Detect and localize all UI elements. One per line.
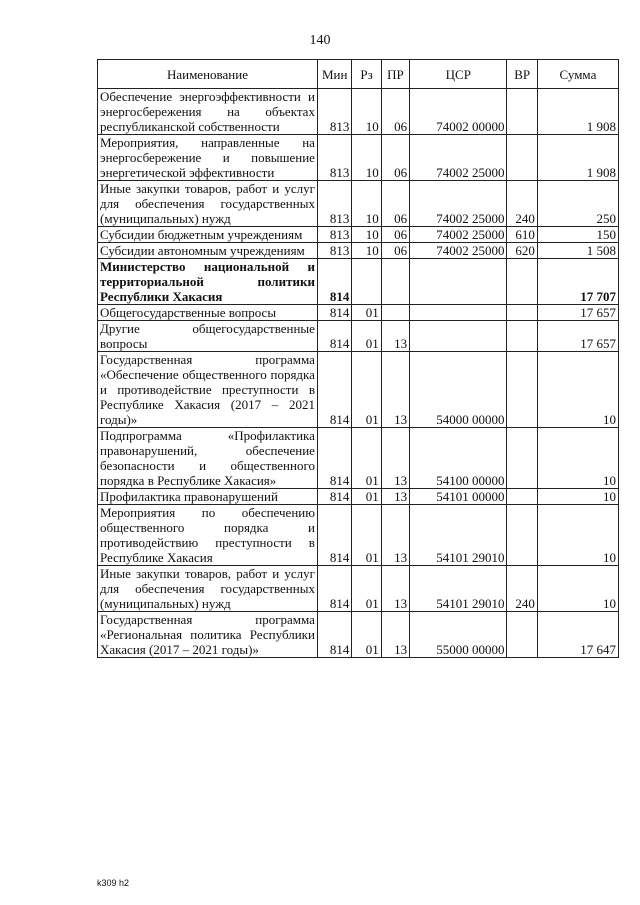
table-row [98, 566, 619, 612]
cell-name: Субсидии бюджетным учреждениям [98, 227, 318, 243]
cell-csr [410, 305, 507, 321]
cell-pr: 06 [381, 227, 409, 243]
cell-sum: 1 908 [537, 89, 618, 135]
cell-vr [507, 321, 537, 352]
cell-vr [507, 428, 537, 489]
cell-name: Мероприятия по обеспечению общественного порядка и противодействию преступности в Республике Хакасия [98, 505, 318, 566]
cell-pr: 13 [381, 321, 409, 352]
header-min: Мин [317, 60, 351, 89]
cell-min: 814 [317, 259, 351, 305]
cell-sum: 10 [537, 489, 618, 505]
table-row [98, 227, 619, 243]
cell-rz: 01 [352, 566, 381, 612]
cell-csr: 54101 00000 [410, 489, 507, 505]
cell-sum: 10 [537, 566, 618, 612]
cell-rz: 10 [352, 227, 381, 243]
cell-min: 814 [317, 612, 351, 658]
cell-vr [507, 259, 537, 305]
cell-csr: 54000 00000 [410, 352, 507, 428]
cell-name: Профилактика правонарушений [98, 489, 318, 505]
table-row [98, 612, 619, 658]
cell-name: Субсидии автономным учреждениям [98, 243, 318, 259]
cell-pr: 06 [381, 89, 409, 135]
cell-rz: 10 [352, 89, 381, 135]
cell-pr: 06 [381, 181, 409, 227]
cell-rz [352, 259, 381, 305]
cell-pr: 13 [381, 428, 409, 489]
cell-csr: 74002 25000 [410, 135, 507, 181]
cell-rz: 01 [352, 321, 381, 352]
table-row [98, 321, 619, 352]
header-pr: ПР [381, 60, 409, 89]
cell-vr: 240 [507, 566, 537, 612]
table-row [98, 489, 619, 505]
page-number: 140 [309, 33, 331, 48]
cell-csr: 74002 00000 [410, 89, 507, 135]
cell-vr [507, 89, 537, 135]
cell-vr [507, 352, 537, 428]
cell-pr: 06 [381, 243, 409, 259]
header-rz: Рз [352, 60, 381, 89]
cell-name: Государственная программа «Обеспечение общественного порядка и противодействие преступности в Республике Хакасия (2017 – 2021 годы)» [98, 352, 318, 428]
cell-rz: 01 [352, 612, 381, 658]
header-sum: Сумма [537, 60, 618, 89]
cell-csr: 74002 25000 [410, 181, 507, 227]
table-row [98, 428, 619, 489]
cell-sum: 150 [537, 227, 618, 243]
cell-rz: 10 [352, 243, 381, 259]
cell-min: 814 [317, 505, 351, 566]
cell-min: 814 [317, 566, 351, 612]
table-row [98, 352, 619, 428]
cell-min: 814 [317, 352, 351, 428]
cell-rz: 01 [352, 428, 381, 489]
cell-name: Иные закупки товаров, работ и услуг для обеспечения государственных (муниципальных) нужд [98, 566, 318, 612]
cell-min: 813 [317, 243, 351, 259]
cell-min: 813 [317, 135, 351, 181]
table-row [98, 89, 619, 135]
table-row [98, 135, 619, 181]
cell-csr [410, 259, 507, 305]
cell-rz: 10 [352, 181, 381, 227]
table-header-row [98, 60, 619, 89]
cell-sum: 17 657 [537, 321, 618, 352]
cell-vr [507, 305, 537, 321]
cell-name: Министерство национальной и территориальной политики Республики Хакасия [98, 259, 318, 305]
table-row [98, 259, 619, 305]
cell-vr: 240 [507, 181, 537, 227]
cell-rz: 01 [352, 505, 381, 566]
cell-rz: 01 [352, 352, 381, 428]
cell-rz: 01 [352, 489, 381, 505]
cell-pr: 06 [381, 135, 409, 181]
cell-vr: 620 [507, 243, 537, 259]
cell-pr [381, 305, 409, 321]
cell-min: 814 [317, 321, 351, 352]
cell-csr: 54101 29010 [410, 566, 507, 612]
cell-vr [507, 135, 537, 181]
cell-min: 813 [317, 181, 351, 227]
footer-code: k309 h2 [97, 878, 130, 888]
cell-min: 813 [317, 227, 351, 243]
cell-name: Другие общегосударственные вопросы [98, 321, 318, 352]
cell-sum: 1 908 [537, 135, 618, 181]
budget-table [97, 59, 619, 658]
cell-min: 814 [317, 489, 351, 505]
cell-name: Иные закупки товаров, работ и услуг для обеспечения государственных (муниципальных) нужд [98, 181, 318, 227]
cell-name: Мероприятия, направленные на энергосбережение и повышение энергетической эффективности [98, 135, 318, 181]
cell-pr [381, 259, 409, 305]
cell-csr [410, 321, 507, 352]
cell-vr [507, 612, 537, 658]
cell-sum: 10 [537, 428, 618, 489]
cell-name: Обеспечение энергоэффективности и энергосбережения на объектах республиканской собственности [98, 89, 318, 135]
cell-csr: 55000 00000 [410, 612, 507, 658]
cell-csr: 74002 25000 [410, 243, 507, 259]
header-vr: ВР [507, 60, 537, 89]
cell-sum: 250 [537, 181, 618, 227]
cell-pr: 13 [381, 505, 409, 566]
cell-vr: 610 [507, 227, 537, 243]
cell-pr: 13 [381, 489, 409, 505]
table-body [98, 89, 619, 658]
cell-sum: 17 647 [537, 612, 618, 658]
cell-csr: 74002 25000 [410, 227, 507, 243]
cell-name: Подпрограмма «Профилактика правонарушений, обеспечение безопасности и общественного порядка в Республике Хакасия» [98, 428, 318, 489]
cell-sum: 1 508 [537, 243, 618, 259]
cell-rz: 01 [352, 305, 381, 321]
header-name: Наименование [98, 60, 318, 89]
table-row [98, 305, 619, 321]
cell-rz: 10 [352, 135, 381, 181]
cell-sum: 10 [537, 352, 618, 428]
cell-sum: 10 [537, 505, 618, 566]
cell-min: 813 [317, 89, 351, 135]
header-csr: ЦСР [410, 60, 507, 89]
cell-sum: 17 707 [537, 259, 618, 305]
cell-pr: 13 [381, 352, 409, 428]
cell-vr [507, 489, 537, 505]
cell-min: 814 [317, 428, 351, 489]
cell-vr [507, 505, 537, 566]
table-row [98, 181, 619, 227]
cell-csr: 54101 29010 [410, 505, 507, 566]
cell-pr: 13 [381, 566, 409, 612]
cell-sum: 17 657 [537, 305, 618, 321]
cell-name: Общегосударственные вопросы [98, 305, 318, 321]
cell-pr: 13 [381, 612, 409, 658]
cell-csr: 54100 00000 [410, 428, 507, 489]
table-row [98, 505, 619, 566]
table-row [98, 243, 619, 259]
cell-name: Государственная программа «Региональная политика Республики Хакасия (2017 – 2021 годы)» [98, 612, 318, 658]
cell-min: 814 [317, 305, 351, 321]
